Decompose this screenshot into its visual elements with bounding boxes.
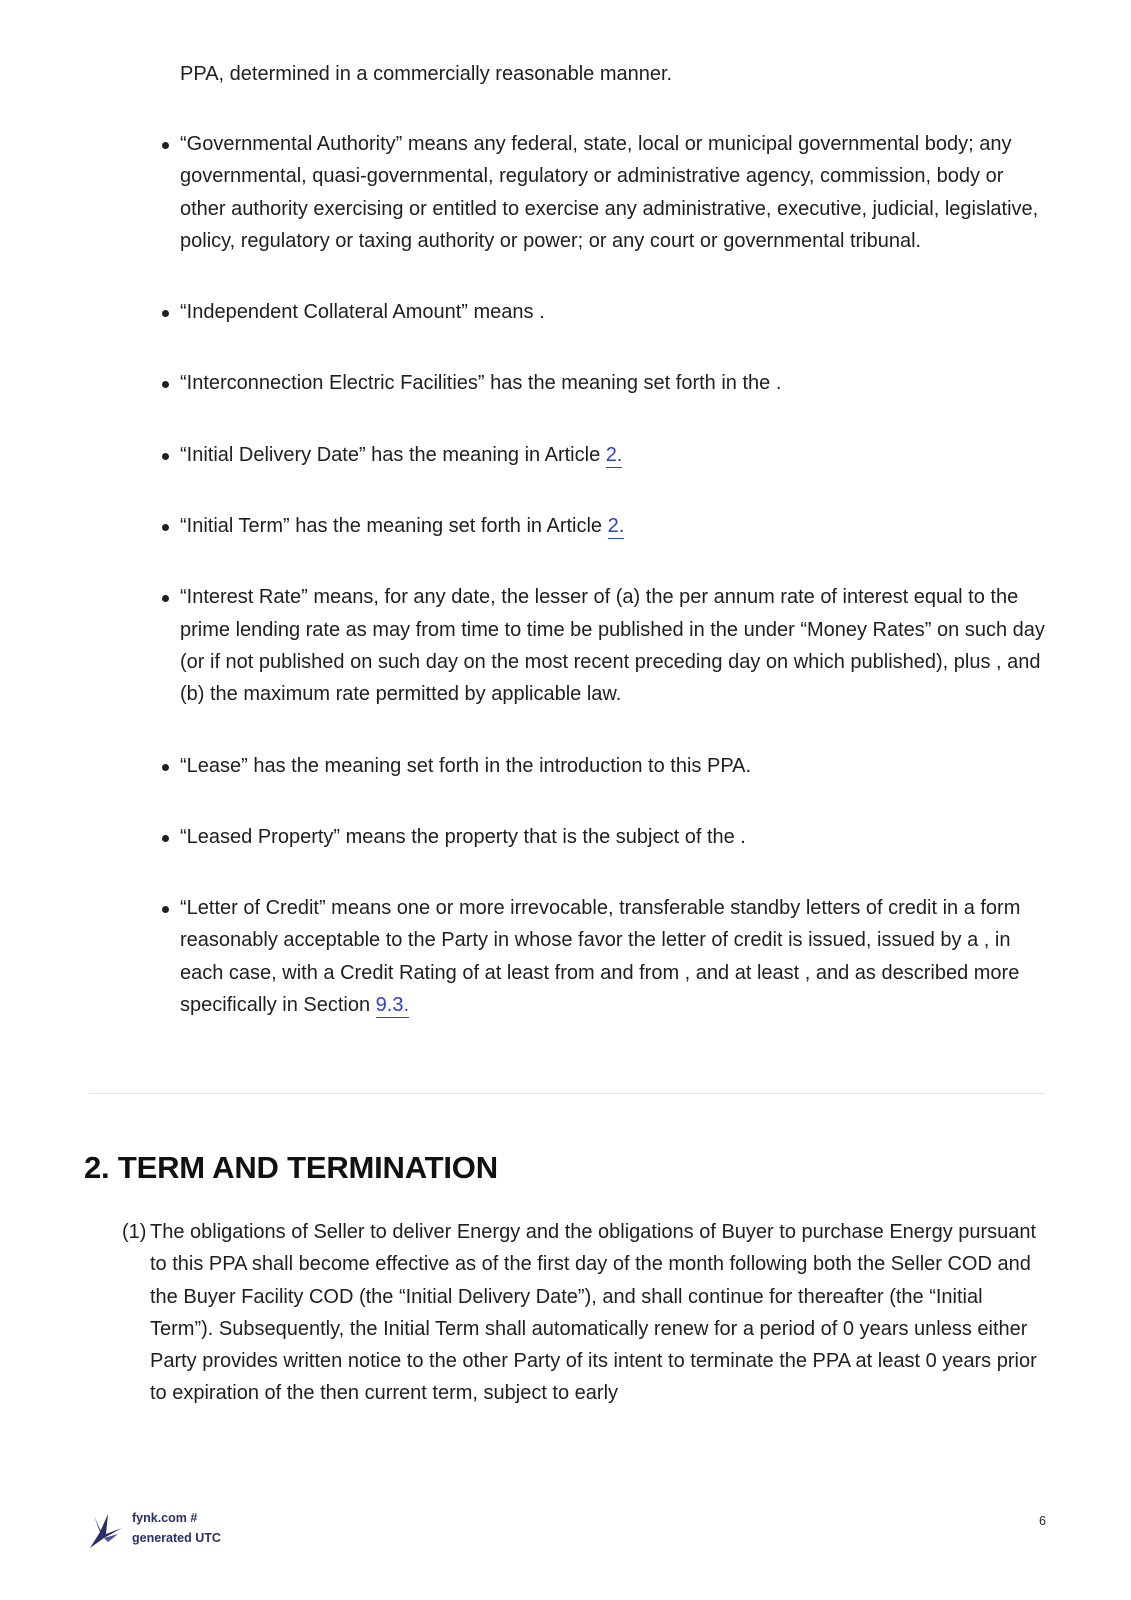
footer-generated: generated UTC bbox=[132, 1531, 221, 1545]
definition-interconnection-electric-facilities bbox=[160, 367, 1050, 399]
definition-lease bbox=[160, 750, 1050, 782]
definition-letter-of-credit bbox=[160, 892, 1050, 1021]
definition-interest-rate bbox=[160, 581, 1050, 710]
page-footer bbox=[88, 1508, 1048, 1558]
definition-leased-property bbox=[160, 821, 1050, 853]
definition-initial-delivery-date bbox=[160, 439, 1050, 471]
definition-text: “Initial Term” has the meaning set forth in Article bbox=[180, 515, 608, 538]
continuation-text: PPA, determined in a commercially reasonable manner. bbox=[180, 63, 673, 85]
definition-text: “Interconnection Electric Facilities” has the meaning set forth in the . bbox=[180, 372, 782, 395]
section-9-3-link[interactable]: 9.3. bbox=[375, 994, 410, 1017]
section-title: 2. TERM AND TERMINATION bbox=[84, 1150, 498, 1185]
footer-domain[interactable]: fynk.com # bbox=[132, 1511, 198, 1525]
definition-text: “Initial Delivery Date” has the meaning in Article bbox=[180, 443, 606, 466]
definitions-list bbox=[160, 128, 1050, 1060]
footer-info bbox=[132, 1508, 221, 1548]
definition-text: “Lease” has the meaning set forth in the introduction to this PPA. bbox=[180, 754, 752, 777]
clause-number: (1) bbox=[122, 1221, 147, 1243]
definition-independent-collateral-amount bbox=[160, 296, 1050, 328]
definition-text: “Independent Collateral Amount” means . bbox=[180, 301, 545, 324]
fynk-bird-logo-icon bbox=[88, 1510, 124, 1550]
definition-initial-term bbox=[160, 510, 1050, 542]
definition-text: “Leased Property” means the property that is the subject of the . bbox=[180, 825, 746, 848]
article-2-link[interactable]: 2. bbox=[605, 443, 623, 466]
article-2-link[interactable]: 2. bbox=[607, 515, 625, 538]
section-divider bbox=[89, 1093, 1045, 1094]
definition-text: “Letter of Credit” means one or more irrevocable, transferable standby letters of credit in a form reasonably acceptable to the Party in whose favor the letter of credit is issued, issued by a , in each case, with a Credit Rating of at least from and from , and at least , and as described more specifically in Section bbox=[180, 897, 1021, 1017]
term-clause bbox=[122, 1216, 1050, 1410]
clause-text: The obligations of Seller to deliver Energy and the obligations of Buyer to purchase Energy pursuant to this PPA shall become effective as of the first day of the month following both the Seller COD and the Buyer Facility COD (the “Initial Delivery Date”), and shall continue for thereafter (the “Initial Term”). Subsequently, the Initial Term shall automatically renew for a period of 0 years unless either Party provides written notice to the other Party of its intent to terminate the PPA at least 0 years prior to expiration of the then current term, subject to early bbox=[150, 1221, 1037, 1405]
definition-text: “Governmental Authority” means any federal, state, local or municipal governmental body; any governmental, quasi-governmental, regulatory or administrative agency, commission, body or other authority exercising or entitled to exercise any administrative, executive, judicial, legislative, policy, regulatory or taxing authority or power; or any court or governmental tribunal. bbox=[180, 133, 1039, 252]
page-number: 6 bbox=[1039, 1514, 1046, 1528]
definition-governmental-authority bbox=[160, 128, 1050, 257]
definition-text: “Interest Rate” means, for any date, the lesser of (a) the per annum rate of interest equal to the prime lending rate as may from time to time be published in the under “Money Rates” on such day (or if not published on such day on the most recent preceding day on which published), plus , and (b) the maximum rate permitted by applicable law. bbox=[180, 586, 1045, 706]
